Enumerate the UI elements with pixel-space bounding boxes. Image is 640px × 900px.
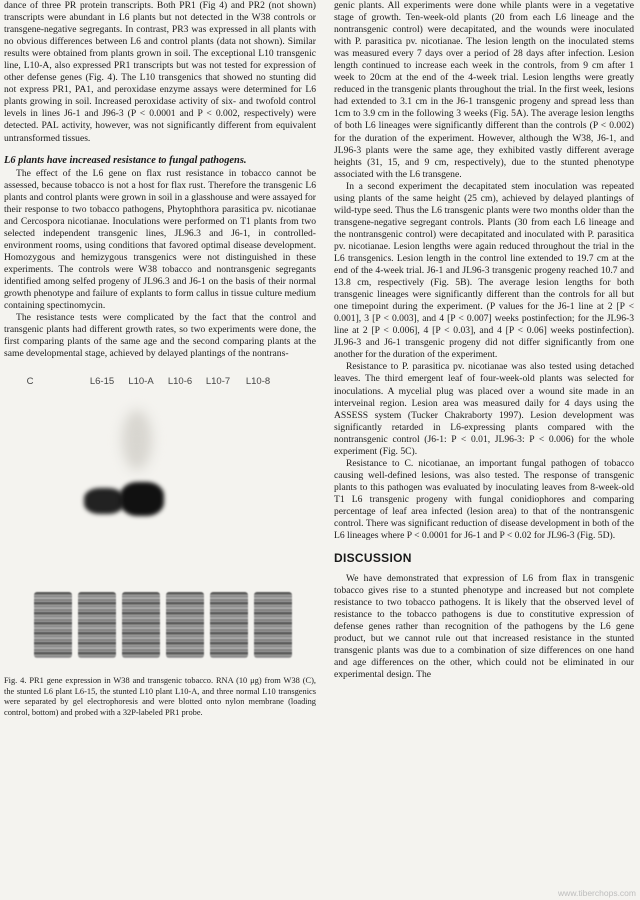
northern-blot-image (4, 392, 316, 672)
left-paragraph-3: The resistance tests were complicated by the fact that the control and transgenic plants had different growth rates, so two experiments were done, the first comparing plants of the same age and the second comparing plants at the same developmental stage, achieved by delayed plantings of the nontrans- (4, 312, 316, 360)
lane-label-l6-15: L6-15 (89, 376, 115, 388)
left-paragraph-2: The effect of the L6 gene on flax rust resistance in tobacco cannot be assessed, because tobacco is not a host for flax rust. Therefore the transgenic L6 plants and control plants were grown in soil in a glasshouse and were assayed for their response to two tobacco pathogens, Phytophthora parasitica pv. nicotianae and Cercospora nicotianae. Inoculations were performed on T1 plants from two selected independent transgenic lines, JL96.3 and J6-1, in controlled-environment rooms, using conditions that favored optimal disease development. Homozygous and hemizygous transgenics were not distinguished in these experiments. The controls were W38 tobacco and nontransgenic segregants identified among selfed progeny of JL96.3 and J6-1 on the basis of their normal growth phenotype and failure of explants to form callus in tissue culture medium containing spectinomycin. (4, 167, 316, 312)
loading-lane (166, 592, 204, 658)
left-column (4, 0, 316, 718)
lane-labels (4, 374, 316, 392)
lane-label-c: C (26, 376, 34, 388)
left-paragraph-1: dance of three PR protein transcripts. Both PR1 (Fig 4) and PR2 (not shown) transcripts were abundant in L6 plants but not detected in the W38 controls or transgene-negative segregants. In contrast, PR3 was expressed in all plants with no obvious differences between L6 and control plants (data not shown). Similar results were obtained from plants grown in soil. The exceptional L10 transgenic line, L10-A, also expressed PR1 transcripts but was not tested for expression of other defense genes (Fig. 4). The L10 transgenics that showed no stunting did not express PR1, PA1, and peroxidase enzyme assays were determined for L6 plants growing in soil. Increased peroxidase activity of six- and twofold control levels in lines J6-1 and J96-3 (P < 0.0001 and P < 0.002, respectively) were detected. PAL activity, however, was not significantly different from equivalent untransformed tissues. (4, 0, 316, 144)
right-paragraph-3: Resistance to P. parasitica pv. nicotianae was also tested using detached leaves. The third emergent leaf of four-week-old plants was selected for inoculations. A mycelial plug was placed over a wound site made in an interveinal region. Lesion area was measured daily for 4 days using the ASSESS system (Tucker Chakraborty 1997). Lesion development was significantly retarded in L6-expressing plants compared with the nontransgenic control (J6-1: P < 0.01, JL96-3: P < 0.006) for the whole experiment (Fig. 5C). (334, 361, 634, 457)
loading-lane (78, 592, 116, 658)
loading-lane (34, 592, 72, 658)
loading-lane (210, 592, 248, 658)
loading-control-gel (34, 592, 304, 658)
loading-lane (122, 592, 160, 658)
right-paragraph-1: genic plants. All experiments were done while plants were in a vegetative stage of growth. Ten-week-old plants (20 from each L6 lineage and the nontransgenic control) were decapitated, and the wounds were inoculated with P. parasitica pv. nicotianae. The lesion length on the inoculated stems was measured every 7 days over a period of 28 days after infection. Lesion length continued to increase each week in the controls, from 9 cm after 1 week to 20cm at the end of the 4-week trial. Lesion lengths were greatly reduced in the transgenic plants throughout the trial. In the first week, lesions had extended to 3.1 cm in the J6-1 transgenic progeny and spread less than 1cm to 3.9 cm in the following 3 weeks (Fig. 5A). The average lesion lengths of both L6 lineages were significantly different than the controls (P < 0.002) for the duration of the experiment. However, although the W38, J6-1, and JL96-3 plants were the same age, they exhibited vastly different average heights (31, 15, and 9 cm, respectively), due to the stunted phenotype associated with the L6 transgene. (334, 0, 634, 180)
blot-band-l10-a (120, 482, 164, 516)
blot-band-l6-15 (84, 488, 124, 514)
lane-label-l10-8: L10-8 (245, 376, 271, 388)
discussion-heading: DISCUSSION (334, 551, 412, 566)
watermark: www.tiberchops.com (558, 888, 636, 898)
lane-label-l10-6: L10-6 (167, 376, 193, 388)
lane-label-l10-a: L10-A (128, 376, 154, 388)
lane-label-l10-7: L10-7 (205, 376, 231, 388)
right-paragraph-5: We have demonstrated that expression of L6 from flax in transgenic tobacco gives rise to a stunted phenotype and increased but not complete resistance to two tobacco pathogens. It is likely that the observed level of resistance to the tobacco pathogens is due to constitutive expression of defense genes rather than recognition of the pathogens by the L6 gene product, but we cannot rule out that increased resistance in the stunted transgenic plants was due to a combination of size differences on one hand and age differences on the other, which could not be eliminated in our experimental design. The (334, 573, 634, 681)
figure-4 (4, 374, 316, 718)
right-paragraph-2: In a second experiment the decapitated stem inoculation was repeated using plants of the same height (25 cm), achieved by delayed plantings of wild-type seed. Thus the L6 transgenic plants were two months older than the transgene-negative segregant controls. Plants (30 from each L6 lineage and the nontransgenic control) were decapitated and inoculated with P. parasitica pv. nicotianae. Lesion lengths were again reduced throughout the trial in the L6 transgenics. Lesion length in the control line extended to 19.7 cm at the end of the 4-week trial. J6-1 and JL96-3 transgenic progeny reached 10.7 and 13.8 cm, respectively (Fig. 5B). The average lesion lengths for both transgenic lineages were significantly different than the controls for all but one timepoint during the experiment. (P values for the J6-1 line at 2 [P < 0.001], 3 [P < 0.003], and 4 [P < 0.007] weeks postinfection; for the JL96-3 line at 2 [P < 0.006], 4 [P < 0.03], and 4 [P < 0.06] weeks postinfection). JL96-3 and J6-1 transgenic progeny did not differ significantly from one another for the duration of the experiment. (334, 180, 634, 361)
results-subheading: L6 plants have increased resistance to fungal pathogens. (4, 154, 247, 166)
blot-smear (122, 410, 152, 470)
loading-lane (254, 592, 292, 658)
right-paragraph-4: Resistance to C. nicotianae, an important fungal pathogen of tobacco causing well-defined lesions, was also tested. The response of transgenic plants to this pathogen was evaluated by inoculating leaves from 8-week-old T1 L6 transgenic progeny with fungal conidiophores and comparing percentage of leaf area infected (lesion area) to that of the nontransgenic control. There was significant reduction of disease development in both of the L6 lineages where P < 0.0001 for J6-1 and P < 0.02 for JL96-3 (Fig. 5D). (334, 457, 634, 542)
right-column (334, 0, 634, 682)
figure-4-caption: Fig. 4. PR1 gene expression in W38 and transgenic tobacco. RNA (10 μg) from W38 (C), the stunted L6 plant L6-15, the stunted L10 plant L10-A, and three normal L10 transgenics were separated by gel electrophoresis and were blotted onto nylon membrane (loading control, bottom) and probed with a 32P-labeled PR1 probe. (4, 676, 316, 717)
